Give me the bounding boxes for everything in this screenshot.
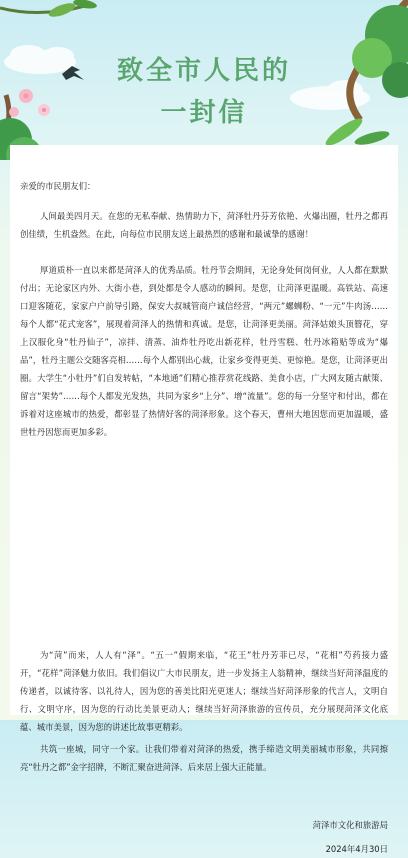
letter-paragraph: 厚道质朴一直以来都是菏泽人的优秀品质。牡丹节会期间，无论身处何岗何业，人人都在默默付出；无论家区内外、大街小巷，到处都是令人感动的瞬间。是您，让菏泽更温暖。高铁站、高速口迎客随花，家家户户前导引路，保安大叔城管商户诚信经营，“两元”螺蛳粉、“一元”牛肉汤……每个人都“花式宠客”，展现着菏泽人的热情和真诚。是您，让菏泽更美丽。菏泽姑娘头顶簪花，穿上汉服化身“牡丹仙子”，凉拌、清蒸、油炸牡丹吃出新花样，牡丹雪糕、牡丹冰箱贴等成为“爆品”，牡丹主题公交随客亮相……每个人都别出心裁，让家乡变得更美、更惊艳。是您，让菏泽更出圈。大学生“小牡丹”们自发转帖，“本地通”们精心推荐赏花线路、美食小店，广大网友随古献策、留言“架势”……每个人都发光发热，共同为家乡“上分”、增“流量”。您的每一分坚守和付出，都在诉着对这座城市的热爱，都彰显了热情好客的菏泽形象。这个春天，曹州大地因您而更加温暖，盛世牡丹因您而更加多彩。 bbox=[20, 265, 388, 437]
leaf bbox=[47, 1, 77, 20]
page-title-line2: 一封信 bbox=[160, 98, 248, 128]
letter-paragraph: 人间最美四月天。在您的无私奉献、热情助力下，菏泽牡丹芬芳依艳、火爆出圈，牡丹之都再创佳绩，生机盎然。在此，向每位市民朋友送上最热烈的感谢和最诚挚的感谢！ bbox=[20, 211, 388, 239]
letter-paragraph: 为“菏”而来，人人有“泽”。“五一”假期来临，“花王”牡丹芳菲已尽，“花相”芍药接力盛开，“花样”菏泽魅力依旧。我们倡议广大市民朋友，进一步发扬主人翁精神，继续当好菏泽温度的传递者，以诚待客、以礼待人，因为您的善美比阳光更迷人；继续当好菏泽形象的代言人，文明自行、文明守序，因为您的行动比美景更动人；继续当好菏泽旅游的宣传员，充分展现菏泽文化底蕴、城市美景，因为您的讲述比故事更精彩。 bbox=[20, 650, 388, 732]
letter-signature: 菏泽市文化和旅游局 bbox=[312, 820, 388, 830]
page-title-line1: 致全市人民的 bbox=[116, 56, 291, 86]
letter-greeting: 亲爱的市民朋友们： bbox=[20, 181, 96, 191]
letter-paper bbox=[10, 145, 398, 854]
letter-date: 2024年4月30日 bbox=[325, 844, 388, 854]
letter-paragraph: 共筑一座城，同守一个家。让我们带着对菏泽的热爱，携手缔造文明美丽城市形象，共同擦亮“牡丹之都”金字招牌，不断汇聚奋进菏泽、后来居上强大正能量。 bbox=[20, 744, 388, 772]
